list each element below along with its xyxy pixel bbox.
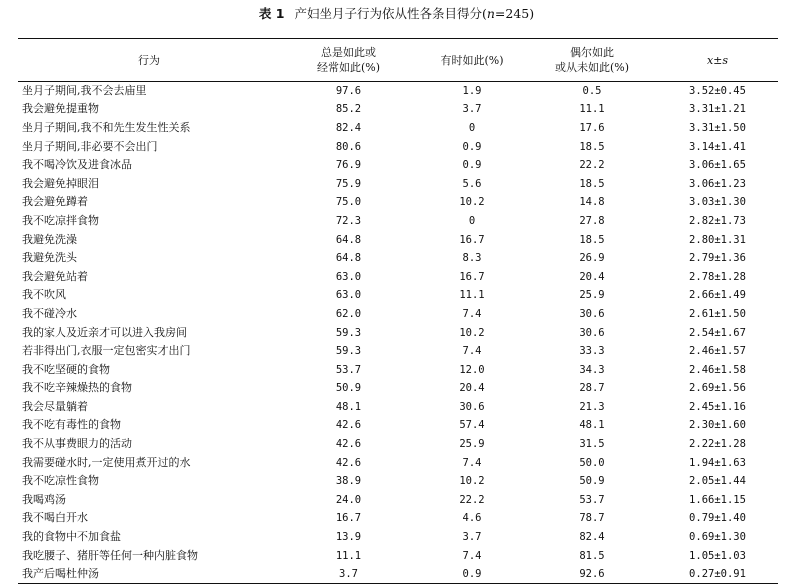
row-rarely-pct: 31.5 [579, 438, 605, 451]
sample-size-value: =245) [494, 6, 535, 21]
table-row [18, 267, 778, 286]
row-always-pct: 59.3 [335, 345, 362, 358]
header-behavior: 行为 [18, 39, 280, 82]
row-sometimes-pct: 0.9 [417, 565, 527, 584]
row-score: 1.94±1.63 [689, 456, 746, 469]
row-behavior: 坐月子期间,我不会去庙里 [22, 84, 147, 98]
table-row [18, 453, 778, 472]
row-rarely-pct: 17.6 [579, 121, 605, 134]
row-always-pct: 63.0 [335, 270, 362, 283]
row-sometimes-pct: 10.2 [459, 196, 485, 209]
compliance-score-table [18, 38, 778, 584]
row-behavior: 我不吹风 [22, 288, 66, 302]
row-score: 2.82±1.73 [689, 214, 746, 227]
row-always-pct: 64.8 [335, 233, 362, 246]
row-rarely-pct: 21.3 [579, 400, 605, 413]
row-score: 2.54±1.67 [689, 326, 746, 339]
table-row [18, 174, 778, 193]
row-rarely-pct: 28.7 [579, 382, 605, 395]
row-always-pct: 85.2 [335, 103, 362, 116]
table-row [18, 137, 778, 156]
row-always-pct: 72.3 [335, 214, 362, 227]
row-sometimes-pct: 12.0 [459, 363, 485, 376]
table-row [18, 193, 778, 212]
row-sometimes-pct: 20.4 [459, 382, 485, 395]
table-number: 表 1 [258, 6, 285, 21]
row-always-pct: 13.9 [335, 531, 362, 544]
row-sometimes-pct: 7.4 [462, 307, 482, 320]
table-row [18, 342, 778, 361]
table-row [18, 398, 778, 417]
row-rarely-pct: 48.1 [579, 419, 605, 432]
row-behavior: 我需要碰水时,一定使用煮开过的水 [22, 455, 191, 469]
row-score: 3.31±1.21 [689, 103, 746, 116]
row-score: 2.45±1.16 [689, 400, 746, 413]
row-rarely-pct: 30.6 [579, 326, 605, 339]
row-rarely-pct: 92.6 [527, 565, 657, 584]
row-score: 2.05±1.44 [689, 475, 746, 488]
row-rarely-pct: 33.3 [579, 345, 605, 358]
row-rarely-pct: 14.8 [579, 196, 605, 209]
row-behavior: 我不吃辛辣燥热的食物 [22, 381, 132, 395]
row-behavior: 我不喝冷饮及进食冰品 [22, 158, 132, 172]
table-row [18, 491, 778, 510]
row-sometimes-pct: 3.7 [462, 103, 482, 116]
row-sometimes-pct: 30.6 [459, 400, 485, 413]
row-rarely-pct: 81.5 [579, 549, 605, 562]
row-behavior: 我不吃有毒性的食物 [22, 418, 121, 432]
row-always-pct: 76.9 [335, 159, 362, 172]
row-always-pct: 63.0 [335, 289, 362, 302]
row-always-pct: 82.4 [335, 121, 362, 134]
row-behavior: 我不吃凉性食物 [22, 474, 99, 488]
row-score: 2.46±1.57 [689, 345, 746, 358]
row-always-pct: 50.9 [335, 382, 362, 395]
row-score: 2.61±1.50 [689, 307, 746, 320]
row-behavior: 我会避免提重物 [22, 102, 99, 116]
row-always-pct: 42.6 [335, 456, 362, 469]
row-sometimes-pct: 3.7 [462, 531, 482, 544]
row-sometimes-pct: 11.1 [459, 289, 485, 302]
header-always: 总是如此或 经常如此(%) [280, 39, 417, 82]
table-caption [0, 6, 793, 22]
row-behavior: 我不碰冷水 [22, 306, 77, 320]
table-row [18, 249, 778, 268]
row-always-pct: 62.0 [335, 307, 362, 320]
table-row [18, 323, 778, 342]
row-sometimes-pct: 25.9 [459, 438, 485, 451]
row-always-pct: 59.3 [335, 326, 362, 339]
row-always-pct: 11.1 [335, 549, 362, 562]
table-row [18, 286, 778, 305]
header-sometimes: 有时如此(%) [417, 39, 527, 82]
table-row [18, 119, 778, 138]
row-sometimes-pct: 0 [468, 121, 476, 134]
row-score: 2.30±1.60 [689, 419, 746, 432]
row-sometimes-pct: 0 [468, 214, 476, 227]
row-always-pct: 16.7 [335, 512, 362, 525]
row-sometimes-pct: 22.2 [459, 493, 485, 506]
row-score: 1.05±1.03 [689, 549, 746, 562]
row-behavior: 我会尽量躺着 [22, 399, 88, 413]
row-rarely-pct: 34.3 [579, 363, 605, 376]
table-row [18, 546, 778, 565]
row-sometimes-pct: 0.9 [462, 159, 482, 172]
table-row [18, 100, 778, 119]
row-rarely-pct: 22.2 [579, 159, 605, 172]
row-score: 2.46±1.58 [689, 363, 746, 376]
row-score: 2.66±1.49 [689, 289, 746, 302]
table-row [18, 360, 778, 379]
header-row [18, 39, 778, 82]
row-behavior: 我避免洗头 [22, 251, 77, 265]
table-row [18, 472, 778, 491]
row-score: 0.79±1.40 [689, 512, 746, 525]
row-score: 0.69±1.30 [689, 531, 746, 544]
row-sometimes-pct: 4.6 [462, 512, 482, 525]
table-row [18, 509, 778, 528]
row-score: 0.27±0.91 [657, 565, 778, 584]
row-always-pct: 42.6 [335, 419, 362, 432]
table-row [18, 416, 778, 435]
row-rarely-pct: 30.6 [579, 307, 605, 320]
row-behavior: 我吃腰子、猪肝等任何一种内脏食物 [22, 548, 198, 562]
row-always-pct: 53.7 [335, 363, 362, 376]
table-row [18, 435, 778, 454]
row-sometimes-pct: 57.4 [459, 419, 485, 432]
row-behavior: 我不喝白开水 [22, 511, 88, 525]
row-rarely-pct: 18.5 [579, 177, 605, 190]
table-row [18, 82, 778, 101]
row-always-pct: 75.9 [335, 177, 362, 190]
row-behavior: 我避免洗澡 [22, 232, 77, 246]
row-score: 3.06±1.65 [689, 159, 746, 172]
row-behavior: 我会避免掉眼泪 [22, 176, 99, 190]
row-sometimes-pct: 7.4 [462, 345, 482, 358]
row-rarely-pct: 26.9 [579, 252, 605, 265]
row-behavior: 我的食物中不加食盐 [22, 530, 121, 544]
table-body [18, 82, 778, 584]
row-score: 3.14±1.41 [689, 140, 746, 153]
row-score: 3.03±1.30 [689, 196, 746, 209]
row-always-pct: 42.6 [335, 438, 362, 451]
row-rarely-pct: 0.5 [582, 85, 602, 98]
row-sometimes-pct: 16.7 [459, 233, 485, 246]
row-rarely-pct: 50.9 [579, 475, 605, 488]
row-always-pct: 64.8 [335, 252, 362, 265]
row-sometimes-pct: 7.4 [462, 549, 482, 562]
row-sometimes-pct: 5.6 [462, 177, 482, 190]
row-sometimes-pct: 1.9 [462, 85, 482, 98]
row-score: 2.69±1.56 [689, 382, 746, 395]
row-rarely-pct: 53.7 [579, 493, 605, 506]
row-behavior: 我不从事费眼力的活动 [22, 437, 132, 451]
row-behavior: 坐月子期间,非必要不会出门 [22, 139, 158, 153]
table-row [18, 528, 778, 547]
row-sometimes-pct: 7.4 [462, 456, 482, 469]
row-score: 2.78±1.28 [689, 270, 746, 283]
row-always-pct: 3.7 [280, 565, 417, 584]
row-always-pct: 38.9 [335, 475, 362, 488]
row-rarely-pct: 82.4 [579, 531, 605, 544]
row-sometimes-pct: 10.2 [459, 475, 485, 488]
row-always-pct: 97.6 [335, 85, 362, 98]
row-behavior: 我会避免站着 [22, 269, 88, 283]
row-rarely-pct: 11.1 [579, 103, 605, 116]
row-sometimes-pct: 10.2 [459, 326, 485, 339]
table-row [18, 156, 778, 175]
row-score: 2.79±1.36 [689, 252, 746, 265]
row-behavior: 我会避免蹲着 [22, 195, 88, 209]
table-row [18, 379, 778, 398]
row-sometimes-pct: 0.9 [462, 140, 482, 153]
row-behavior: 坐月子期间,我不和先生发生性关系 [22, 120, 191, 134]
row-score: 3.31±1.50 [689, 121, 746, 134]
row-rarely-pct: 18.5 [579, 233, 605, 246]
row-rarely-pct: 25.9 [579, 289, 605, 302]
row-behavior: 我产后喝杜仲汤 [18, 565, 280, 584]
row-sometimes-pct: 8.3 [462, 252, 482, 265]
table-row [18, 305, 778, 324]
row-score: 2.80±1.31 [689, 233, 746, 246]
row-score: 1.66±1.15 [689, 493, 746, 506]
row-behavior: 我不吃凉拌食物 [22, 213, 99, 227]
row-behavior: 我的家人及近亲才可以进入我房间 [22, 325, 187, 339]
row-behavior: 若非得出门,衣服一定包密实才出门 [22, 344, 191, 358]
row-always-pct: 80.6 [335, 140, 362, 153]
row-rarely-pct: 27.8 [579, 214, 605, 227]
row-always-pct: 75.0 [335, 196, 362, 209]
row-rarely-pct: 20.4 [579, 270, 605, 283]
header-score: x±s [657, 39, 778, 82]
table-row [18, 230, 778, 249]
header-rarely: 偶尔如此 或从未如此(%) [527, 39, 657, 82]
row-always-pct: 24.0 [335, 493, 362, 506]
row-sometimes-pct: 16.7 [459, 270, 485, 283]
row-score: 3.52±0.45 [689, 85, 746, 98]
row-behavior: 我不吃坚硬的食物 [22, 362, 110, 376]
row-rarely-pct: 78.7 [579, 512, 605, 525]
row-rarely-pct: 18.5 [579, 140, 605, 153]
table-title: 产妇坐月子行为依从性各条目得分( [294, 6, 487, 21]
row-behavior: 我喝鸡汤 [22, 492, 66, 506]
row-score: 2.22±1.28 [689, 438, 746, 451]
row-always-pct: 48.1 [335, 400, 362, 413]
sample-size-var: n [486, 6, 495, 21]
row-rarely-pct: 50.0 [579, 456, 605, 469]
table-row [18, 212, 778, 231]
row-score: 3.06±1.23 [689, 177, 746, 190]
